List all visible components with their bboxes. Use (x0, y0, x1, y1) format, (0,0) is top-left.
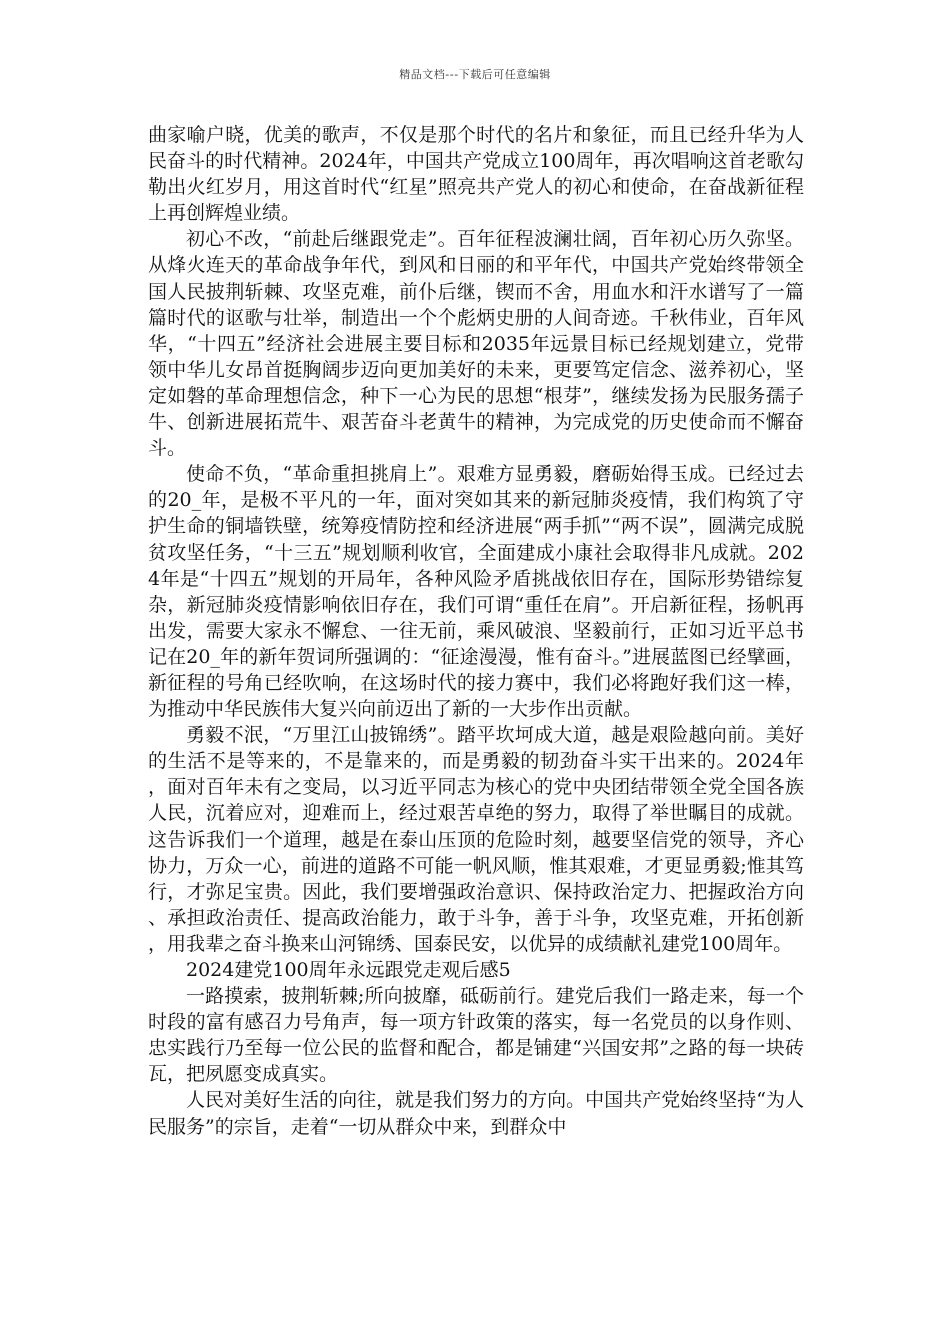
paragraph-3: 使命不负，“革命重担挑肩上”。艰难方显勇毅，磨砺始得玉成。已经过去的20_年，是极不平凡的一年，面对突如其来的新冠肺炎疫情，我们构筑了守护生命的铜墙铁壁，统筹疫情防控和经济进展“两手抓”“两不误”，圆满完成脱贫攻坚任务，“十三五”规划顺利收官，全面建成小康社会取得非凡成就。2024年是“十四五”规划的开局年，各种风险矛盾挑战依旧存在，国际形势错综复杂，新冠肺炎疫情影响依旧存在，我们可谓“重任在肩”。开启新征程，扬帆再出发，需要大家永不懈怠、一往无前，乘风破浪、坚毅前行，正如习近平总书记在20_年的新年贺词所强调的：“征途漫漫，惟有奋斗。”进展蓝图已经擘画，新征程的号角已经吹响，在这场时代的接力赛中，我们必将跑好我们这一棒，为推动中华民族伟大复兴向前迈出了新的一大步作出贡献。 (148, 463, 804, 721)
paragraph-5: 一路摸索，披荆斩棘;所向披靡，砥砺前行。建党后我们一路走来，每一个时段的富有感召力号角声，每一项方针政策的落实，每一名党员的以身作则、忠实践行乃至每一位公民的监督和配合，都是铺建“兴国安邦”之路的每一块砖瓦，把夙愿变成真实。 (148, 985, 804, 1086)
document-body (148, 122, 804, 1140)
paragraph-1: 曲家喻户晓，优美的歌声，不仅是那个时代的名片和象征，而且已经升华为人民奋斗的时代精神。2024年，中国共产党成立100周年，再次唱响这首老歌勾勒出火红岁月，用这首时代“红星”照亮共产党人的初心和使命，在奋战新征程上再创辉煌业绩。 (148, 124, 804, 225)
page-header: 精品文档---下载后可任意编辑 (399, 68, 551, 81)
paragraph-6: 人民对美好生活的向往，就是我们努力的方向。中国共产党始终坚持“为人民服务”的宗旨，走着“一切从群众中来，到群众中 (148, 1089, 804, 1138)
paragraph-4: 勇毅不泯，“万里江山披锦绣”。踏平坎坷成大道，越是艰险越向前。美好的生活不是等来的，不是靠来的，而是勇毅的韧劲奋斗实干出来的。2024年，面对百年未有之变局，以习近平同志为核心的党中央团结带领全党全国各族人民，沉着应对，迎难而上，经过艰苦卓绝的努力，取得了举世瞩目的成就。这告诉我们一个道理，越是在泰山压顶的危险时刻，越要坚信党的领导，齐心协力，万众一心，前进的道路不可能一帆风顺，惟其艰难，才更显勇毅;惟其笃行，才弥足宝贵。因此，我们要增强政治意识、保持政治定力、把握政治方向、承担政治责任、提高政治能力，敢于斗争，善于斗争，攻坚克难，开拓创新，用我辈之奋斗换来山河锦绣、国泰民安，以优异的成绩献礼建党100周年。 (148, 724, 804, 955)
section-heading: 2024建党100周年永远跟党走观后感5 (186, 959, 511, 981)
paragraph-2: 初心不改，“前赴后继跟党走”。百年征程波澜壮阔，百年初心历久弥坚。从烽火连天的革命战争年代，到风和日丽的和平年代，中国共产党始终带领全国人民披荆斩棘、攻坚克难，前仆后继，锲而不舍，用血水和汗水谱写了一篇篇时代的讴歌与壮举，制造出一个个彪炳史册的人间奇迹。千秋伟业，百年风华，“十四五”经济社会进展主要目标和2035年远景目标已经规划建立，党带领中华儿女昂首挺胸阔步迈向更加美好的未来，更要笃定信念、滋养初心，坚定如磐的革命理想信念，种下一心为民的思想“根芽”，继续发扬为民服务孺子牛、创新进展拓荒牛、艰苦奋斗老黄牛的精神，为完成党的历史使命而不懈奋斗。 (148, 228, 804, 460)
